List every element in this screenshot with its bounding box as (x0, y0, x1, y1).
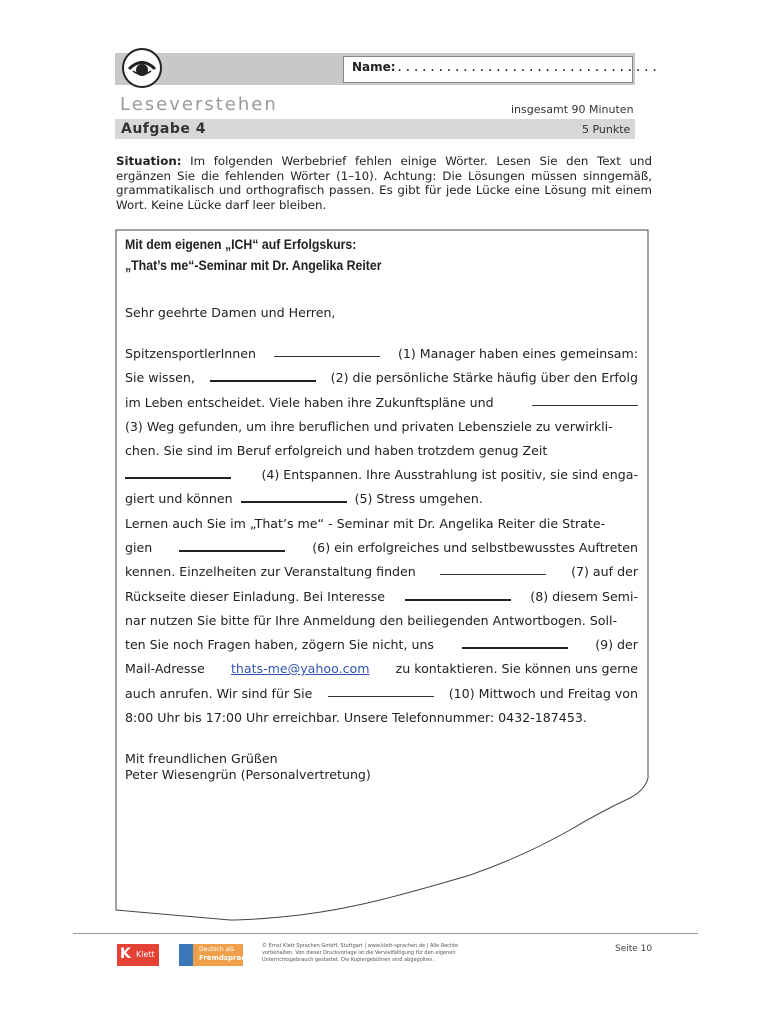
klett-logo-k: K (120, 946, 131, 962)
situation-text: Im folgenden Werbebrief fehlen einige Wörter. Lesen Sie den Text und ergänzen Sie die fehlenden Wörter (1–10). Achtung: Die Lösungen müssen sinngemäß, grammatikalisch und orthografisch passen. Es gibt für jede Lücke eine Lösung mit einem Wort. Keine Lücke darf leer bleiben. (116, 154, 652, 212)
gap-10[interactable] (328, 686, 434, 697)
text: (1) Manager haben eines gemeinsam: (397, 346, 638, 361)
text: ten Sie noch Fragen haben, zögern Sie nicht, uns (125, 637, 434, 652)
points-label: 5 Punkte (582, 123, 631, 136)
text-line-11 (125, 589, 638, 604)
gap-7[interactable] (440, 564, 546, 575)
email-link[interactable]: thats-me@yahoo.com (230, 661, 370, 676)
daf-logo-bar (179, 944, 193, 966)
text-line-2 (125, 370, 638, 385)
text: (6) ein erfolgreiches und selbstbewusstes Auftreten (312, 540, 638, 555)
daf-logo-line2: Fremdsprache (199, 954, 256, 962)
text: giert und können (125, 491, 233, 506)
text: zu kontaktieren. Sie können uns gerne (395, 661, 638, 676)
task-label: Aufgabe 4 (121, 121, 206, 137)
text: SpitzensportlerInnen (125, 346, 256, 361)
text: (5) Stress umgehen. (354, 491, 483, 506)
gap-4[interactable] (125, 467, 231, 479)
text-line-10 (125, 564, 638, 579)
gap-8[interactable] (405, 589, 511, 601)
gap-9[interactable] (462, 637, 568, 649)
text-line-3 (125, 395, 638, 410)
time-info: insgesamt 90 Minuten (511, 103, 634, 116)
text-line-6 (125, 467, 638, 482)
gap-2[interactable] (210, 370, 316, 382)
text: (9) der (595, 637, 638, 652)
gap-1[interactable] (274, 346, 380, 357)
text: Mail-Adresse (125, 661, 205, 676)
footer-divider (73, 933, 698, 934)
text: Rückseite dieser Einladung. Bei Interesse (125, 589, 386, 604)
text: gien (125, 540, 153, 555)
text: kennen. Einzelheiten zur Veranstaltung finden (125, 564, 416, 579)
text: (7) auf der (571, 564, 638, 579)
text: (10) Mittwoch und Freitag von (448, 686, 638, 701)
name-dots: ................................ (396, 60, 660, 74)
text: (8) diesem Semi- (530, 589, 638, 604)
text-line-9 (125, 540, 638, 555)
salutation: Sehr geehrte Damen und Herren, (125, 305, 336, 320)
text: Sie wissen, (125, 370, 195, 385)
text: im Leben entscheidet. Viele haben ihre Zukunftspläne und (125, 395, 494, 410)
copyright-notice: © Ernst Klett Sprachen GmbH, Stuttgart | www.klett-sprachen.de | Alle Rechte vorbehalten. Von dieser Druckvorlage ist die Vervielfältigung für den eigenen Unterrichtsgebrauch gestattet. Die Kopiergebühren sind abgegolten. (262, 943, 459, 963)
page-number: Seite 10 (615, 944, 653, 954)
text-line-8: Lernen auch Sie im „That’s me“ - Seminar mit Dr. Angelika Reiter die Strate- (125, 516, 606, 531)
section-title: Leseverstehen (120, 94, 278, 115)
daf-logo-line1: Deutsch als (199, 946, 235, 953)
signature: Peter Wiesengrün (Personalvertretung) (125, 767, 371, 782)
letter-subtitle: „That’s me“-Seminar mit Dr. Angelika Reiter (125, 257, 382, 273)
text-line-14 (125, 661, 638, 676)
text-line-4: (3) Weg gefunden, um ihre beruflichen und privaten Lebensziele zu verwirkli- (125, 419, 613, 434)
text: (2) die persönliche Stärke häufig über den Erfolg (330, 370, 638, 385)
name-label: Name: (352, 60, 396, 74)
text-line-5: chen. Sie sind im Beruf erfolgreich und haben trotzdem genug Zeit (125, 443, 548, 458)
text-line-1 (125, 346, 638, 361)
closing: Mit freundlichen Grüßen (125, 751, 278, 766)
gap-5[interactable] (241, 491, 347, 503)
text-line-15 (125, 686, 638, 701)
klett-logo-text: Klett (136, 950, 155, 959)
text-line-13 (125, 637, 638, 652)
text: auch anrufen. Wir sind für Sie (125, 686, 313, 701)
text-line-7 (125, 491, 638, 506)
gap-3[interactable] (532, 395, 638, 406)
text-line-16: 8:00 Uhr bis 17:00 Uhr erreichbar. Unsere Telefonnummer: 0432-187453. (125, 710, 587, 725)
text-line-12: nar nutzen Sie bitte für Ihre Anmeldung den beiliegenden Antwortbogen. Soll- (125, 613, 617, 628)
gap-6[interactable] (179, 540, 285, 552)
letter-title: Mit dem eigenen „ICH“ auf Erfolgskurs: (125, 236, 357, 252)
situation-label: Situation: (116, 154, 182, 168)
text: (4) Entspannen. Ihre Ausstrahlung ist positiv, sie sind enga- (261, 467, 638, 482)
